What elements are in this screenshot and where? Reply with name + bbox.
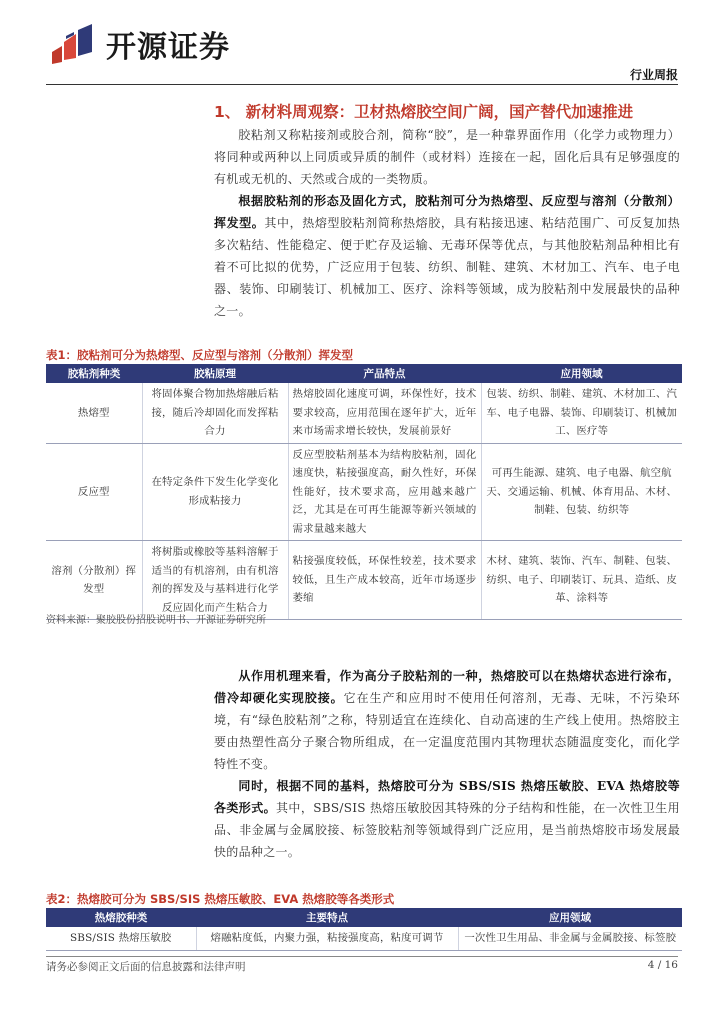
- table-header-cell: 应用领域: [481, 364, 682, 383]
- header-divider: [46, 84, 678, 85]
- table-cell-applications: 木材、建筑、装饰、汽车、制鞋、包装、纺织、电子、印刷装订、玩具、造纸、皮革、涂料等: [481, 541, 682, 620]
- table-header-cell: 热熔胶种类: [46, 908, 196, 927]
- table-cell-applications: 包装、纺织、制鞋、建筑、木材加工、汽车、电子电器、装饰、印刷装订、机械加工、医疗等: [481, 383, 682, 443]
- brand-logo: [48, 20, 230, 68]
- table-header-cell: 应用领域: [458, 908, 682, 927]
- table-header-cell: 胶粘剂种类: [46, 364, 142, 383]
- table-cell-type: 热熔型: [46, 383, 142, 443]
- footer-disclaimer: 请务必参阅正文后面的信息披露和法律声明: [46, 961, 246, 973]
- report-type-label: 行业周报: [629, 68, 678, 82]
- table-header-cell: 胶粘原理: [142, 364, 288, 383]
- hot-melt-types-table: [46, 908, 682, 951]
- table-cell-principle: 在特定条件下发生化学变化形成粘接力: [142, 443, 288, 541]
- table-cell-features: 热熔胶固化速度可调，环保性好，技术要求较高，应用范围在逐年扩大，近年来市场需求增长较快，发展前景好: [288, 383, 481, 443]
- footer-divider: [46, 956, 678, 957]
- table-cell-type: 溶剂（分散剂）挥发型: [46, 541, 142, 620]
- table-cell-type: 反应型: [46, 443, 142, 541]
- paragraph-base-materials: [214, 775, 680, 863]
- table-row: [46, 927, 682, 950]
- paragraph-base-materials-lead: 同时，根据不同的基料，热熔胶可分为 SBS/SIS 热熔压敏胶、EVA 热熔胶等各类形式。: [214, 779, 680, 815]
- table1-caption: 表1：胶粘剂可分为热熔型、反应型与溶剂（分散剂）挥发型: [46, 348, 353, 362]
- table-cell-principle: 将固体聚合物加热熔融后粘接，随后冷却固化而发挥粘合力: [142, 383, 288, 443]
- table-cell-applications: 一次性卫生用品、非金属与金属胶接、标签胶: [458, 927, 682, 950]
- table-header-row: [46, 364, 682, 383]
- paragraph-classification: [214, 190, 680, 322]
- table-header-cell: 产品特点: [288, 364, 481, 383]
- table-cell-features: 熔融粘度低，内聚力强，粘接强度高，粘度可调节: [196, 927, 458, 950]
- table-row: [46, 541, 682, 620]
- page-number: 4 / 16: [647, 959, 678, 971]
- brand-name: 开源证券: [106, 30, 230, 65]
- table-cell-applications: 可再生能源、建筑、电子电器、航空航天、交通运输、机械、体育用品、木材、制鞋、包装、纺织等: [481, 443, 682, 541]
- paragraph-base-materials-text: 其中，SBS/SIS 热熔压敏胶因其特殊的分子结构和性能，在一次性卫生用品、非金属与金属胶接、标签胶粘剂等领域得到广泛应用，是当前热熔胶市场发展最快的品种之一。: [214, 801, 680, 859]
- table-row: [46, 383, 682, 443]
- table2-caption: 表2：热熔胶可分为 SBS/SIS 热熔压敏胶、EVA 热熔胶等各类形式: [46, 892, 395, 906]
- table-cell-principle: 将树脂或橡胶等基料溶解于适当的有机溶剂，由有机溶剂的挥发及与基料进行化学反应固化而产生粘合力: [142, 541, 288, 620]
- table-cell-type: SBS/SIS 热熔压敏胶: [46, 927, 196, 950]
- table-cell-features: 反应型胶粘剂基本为结构胶粘剂，固化速度快，粘接强度高，耐久性好，环保性能好，技术要求高，应用越来越广泛，尤其是在可再生能源等新兴领域的需求量越来越大: [288, 443, 481, 541]
- section-title: 1、 新材料周观察：卫材热熔胶空间广阔，国产替代加速推进: [214, 103, 634, 121]
- table1-source: 资料来源：聚胶股份招股说明书、开源证券研究所: [46, 615, 266, 626]
- paragraph-intro: [214, 124, 680, 190]
- table-header-row: [46, 908, 682, 927]
- kaiyuan-logo-icon: [48, 22, 96, 66]
- paragraph-classification-lead: 根据胶粘剂的形态及固化方式，胶粘剂可分为热熔型、反应型与溶剂（分散剂）挥发型。: [214, 194, 680, 230]
- paragraph-mechanism-lead: 从作用机理来看，作为高分子胶粘剂的一种，热熔胶可以在热熔状态进行涂布，借冷却硬化实现胶接。: [214, 669, 680, 705]
- table-header-cell: 主要特点: [196, 908, 458, 927]
- table-row: [46, 443, 682, 541]
- paragraph-intro-text: 胶粘剂又称粘接剂或胶合剂，简称“胶”，是一种靠界面作用（化学力或物理力）将同种或两种以上同质或异质的制件（或材料）连接在一起，固化后具有足够强度的有机或无机的、天然或合成的一类物质。: [214, 128, 680, 186]
- adhesive-types-table: [46, 364, 682, 620]
- paragraph-classification-text: 其中，热熔型胶粘剂简称热熔胶，具有粘接迅速、粘结范围广、可反复加热多次粘结、性能稳定、便于贮存及运输、无毒环保等优点，与其他胶粘剂品种相比有着不可比拟的优势，广泛应用于包装、纺织、制鞋、建筑、木材加工、汽车、电子电器、装饰、印刷装订、机械加工、医疗、涂料等领域，成为胶粘剂中发展最快的品种之一。: [214, 216, 681, 318]
- table-cell-features: 粘接强度较低，环保性较差，技术要求较低，且生产成本较高，近年市场逐步萎缩: [288, 541, 481, 620]
- paragraph-mechanism-text: 它在生产和应用时不使用任何溶剂，无毒、无味，不污染环境，有“绿色胶粘剂”之称，特别适宜在连续化、自动高速的生产线上使用。热熔胶主要由热塑性高分子聚合物所组成，在一定温度范围内其物理状态随温度变化，而化学特性不变。: [214, 691, 680, 771]
- paragraph-mechanism: [214, 665, 680, 775]
